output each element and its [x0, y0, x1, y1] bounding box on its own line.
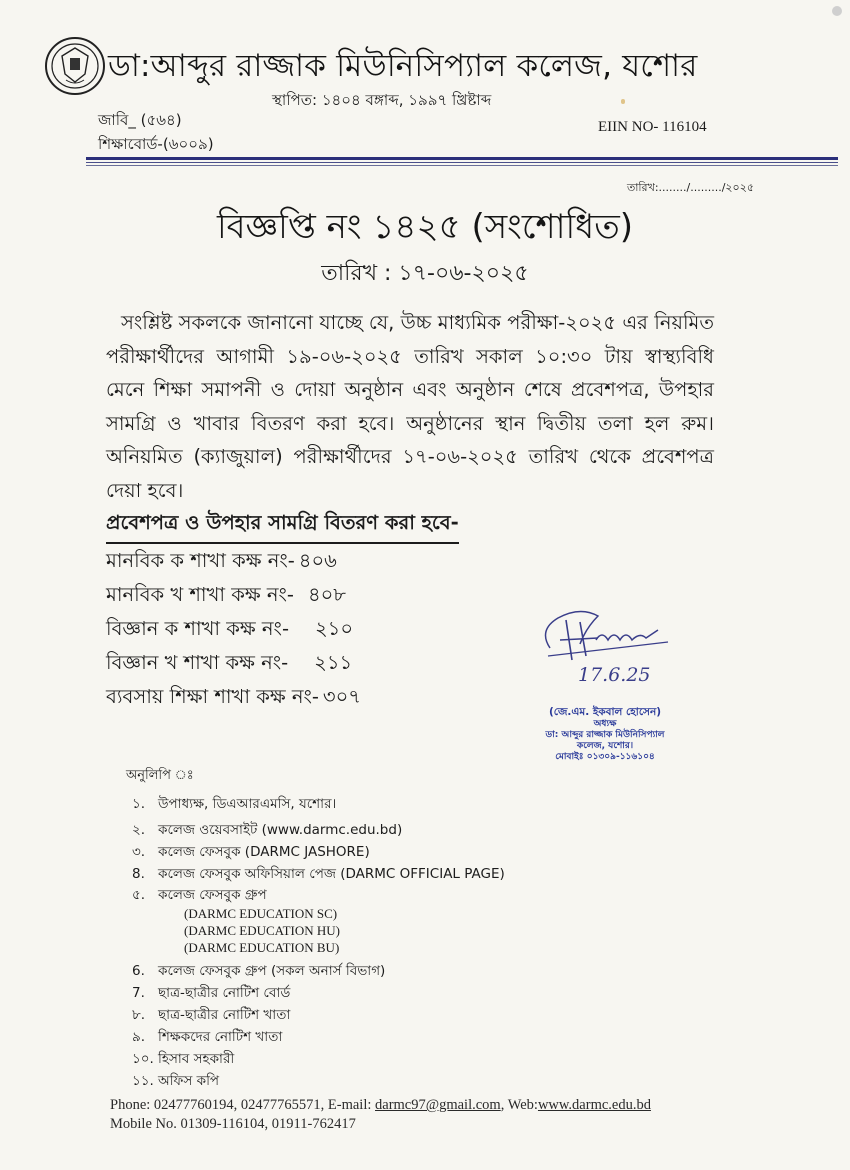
page-corner-mark [832, 6, 842, 16]
copy-number: ৩. [132, 844, 146, 860]
copy-number: ৮. [132, 1007, 146, 1023]
copy-item [132, 1048, 505, 1070]
established-line: স্থাপিত: ১৪০৪ বঙ্গাব্দ, ১৯৯৭ খ্রিষ্টাব্দ [272, 91, 492, 109]
copy-text: কলেজ ওয়েবসাইট (www.darmc.edu.bd) [158, 822, 403, 838]
copy-text: শিক্ষকদের নোটিশ খাতা [158, 1029, 283, 1045]
copy-number: ১১. [132, 1073, 154, 1089]
principal-name: (জে.এম. ইকবাল হোসেন) [548, 706, 662, 718]
room-item [106, 680, 361, 714]
copy-number: ১. [132, 796, 146, 812]
room-number: ৩০৭ [322, 685, 361, 708]
room-label: মানবিক ক শাখা কক্ষ নং- [106, 549, 295, 572]
principal-designation: অধ্যক্ষ [593, 719, 617, 729]
room-item [106, 646, 361, 680]
header-rule [86, 157, 838, 160]
copy-text: কলেজ ফেসবুক (DARMC JASHORE) [158, 844, 370, 860]
copy-number: ৯. [132, 1029, 146, 1045]
copy-item [132, 819, 505, 841]
copy-number: 8. [132, 866, 145, 882]
copy-item [132, 982, 505, 1004]
copy-item [132, 841, 505, 863]
facebook-group: (DARMC EDUCATION HU) [184, 923, 340, 938]
distribution-heading: প্রবেশপত্র ও উপহার সামগ্রি বিতরণ করা হবে- [106, 509, 459, 544]
facebook-group: (DARMC EDUCATION BU) [184, 940, 340, 955]
principal-mobile: মোবাইঃ ০১৩০৯-১১৬১০৪ [555, 752, 655, 762]
copy-text: ছাত্র-ছাত্রীর নোটিশ বোর্ড [158, 985, 291, 1001]
stain [621, 99, 625, 104]
room-item [106, 578, 361, 612]
footer-web-link[interactable]: www.darmc.edu.bd [537, 1097, 651, 1113]
copy-text: কলেজ ফেসবুক গ্রুপ [158, 887, 267, 903]
room-label: ব্যবসায় শিক্ষা শাখা কক্ষ নং- [106, 685, 319, 708]
copy-number: ৫. [132, 887, 146, 903]
room-number: ২১১ [314, 651, 353, 674]
footer-phone: Phone: 02477760194, 02477765571, E-mail: [110, 1097, 376, 1113]
notice-body: সংশ্লিষ্ট সকলকে জানানো যাচ্ছে যে, উচ্চ মাধ্যমিক পরীক্ষা-২০২৫ এর নিয়মিত পরীক্ষার্থীদের আগামী ১৯-০৬-২০২৫ তারিখ সকাল ১০:৩০ টায় স্বাস্থ্যবিধি মেনে শিক্ষা সমাপনী ও দোয়া অনুষ্ঠান এবং অনুষ্ঠান শেষে প্রবেশপত্র, উপহার সামগ্রি ও খাবার বিতরণ করা হবে। অনুষ্ঠানের স্থান দ্বিতীয় তলা হল রুম। অনিয়মিত (ক্যাজুয়াল) পরীক্ষার্থীদের ১৭-০৬-২০২৫ তারিখ থেকে প্রবেশপত্র দেয়া হবে। [106, 311, 714, 502]
copy-item [132, 884, 505, 905]
date-blank: তারিখ:......../........./২০২৫ [626, 181, 754, 194]
college-name: ডা:আব্দুর রাজ্জাক মিউনিসিপ্যাল কলেজ, যশোর [108, 48, 698, 84]
room-label: মানবিক খ শাখা কক্ষ নং- [106, 583, 294, 606]
principal-college: ডা: আব্দুর রাজ্জাক মিউনিসিপ্যাল [545, 730, 665, 740]
footer-contact-line [110, 1096, 651, 1115]
room-item [106, 544, 361, 578]
facebook-group: (DARMC EDUCATION SC) [184, 906, 338, 921]
room-label: বিজ্ঞান ক শাখা কক্ষ নং- [106, 617, 289, 640]
copy-text: ছাত্র-ছাত্রীর নোটিশ খাতা [158, 1007, 291, 1023]
copy-text: কলেজ ফেসবুক গ্রুপ (সকল অনার্স বিভাগ) [158, 963, 386, 979]
university-code: জাবি_ (৫৬৪) [98, 111, 182, 129]
copy-text: হিসাব সহকারী [158, 1051, 235, 1067]
notice-date: তারিখ : ১৭-০৬-২০২৫ [321, 261, 529, 286]
copy-text: কলেজ ফেসবুক অফিসিয়াল পেজ (DARMC OFFICIAL PAGE) [158, 866, 505, 882]
eiin-number: EIIN NO- 116104 [598, 119, 707, 135]
copy-item [132, 1070, 505, 1092]
copy-item [132, 863, 505, 884]
header-rule-thin [86, 165, 838, 166]
room-label: বিজ্ঞান খ শাখা কক্ষ নং- [106, 651, 289, 674]
signature-date: 17.6.25 [578, 664, 651, 686]
copy-number: ১০. [132, 1051, 154, 1067]
footer-web-label: , Web: [500, 1097, 538, 1113]
signature-block [520, 706, 690, 763]
principal-college-city: কলেজ, যশোর। [576, 741, 634, 751]
copy-item [132, 793, 505, 819]
board-code: শিক্ষাবোর্ড-(৬০০৯) [98, 135, 214, 153]
copy-text: উপাধ্যক্ষ, ডিএআরএমসি, যশোর। [158, 796, 337, 812]
room-number: ৪০৬ [298, 549, 337, 572]
header-rule-thin [86, 162, 838, 163]
copy-item [132, 1026, 505, 1048]
room-item [106, 612, 361, 646]
copy-item [132, 960, 505, 982]
copy-number: ২. [132, 822, 146, 838]
room-number: ৪০৮ [307, 583, 346, 606]
footer-email-link[interactable]: darmc97@gmail.com [375, 1097, 501, 1113]
footer [110, 1096, 651, 1134]
copy-text: অফিস কপি [158, 1073, 220, 1089]
copy-number: 7. [132, 985, 145, 1001]
copy-item [132, 1004, 505, 1026]
copy-number: 6. [132, 963, 145, 979]
college-logo [44, 36, 106, 96]
room-number: ২১০ [315, 617, 354, 640]
footer-mobile: Mobile No. 01309-116104, 01911-762417 [110, 1116, 356, 1132]
copies-title: অনুলিপি ঃ [126, 768, 194, 783]
copies-list [132, 793, 505, 1092]
notice-title: বিজ্ঞপ্তি নং ১৪২৫ (সংশোধিত) [216, 207, 634, 247]
room-list [106, 544, 361, 714]
